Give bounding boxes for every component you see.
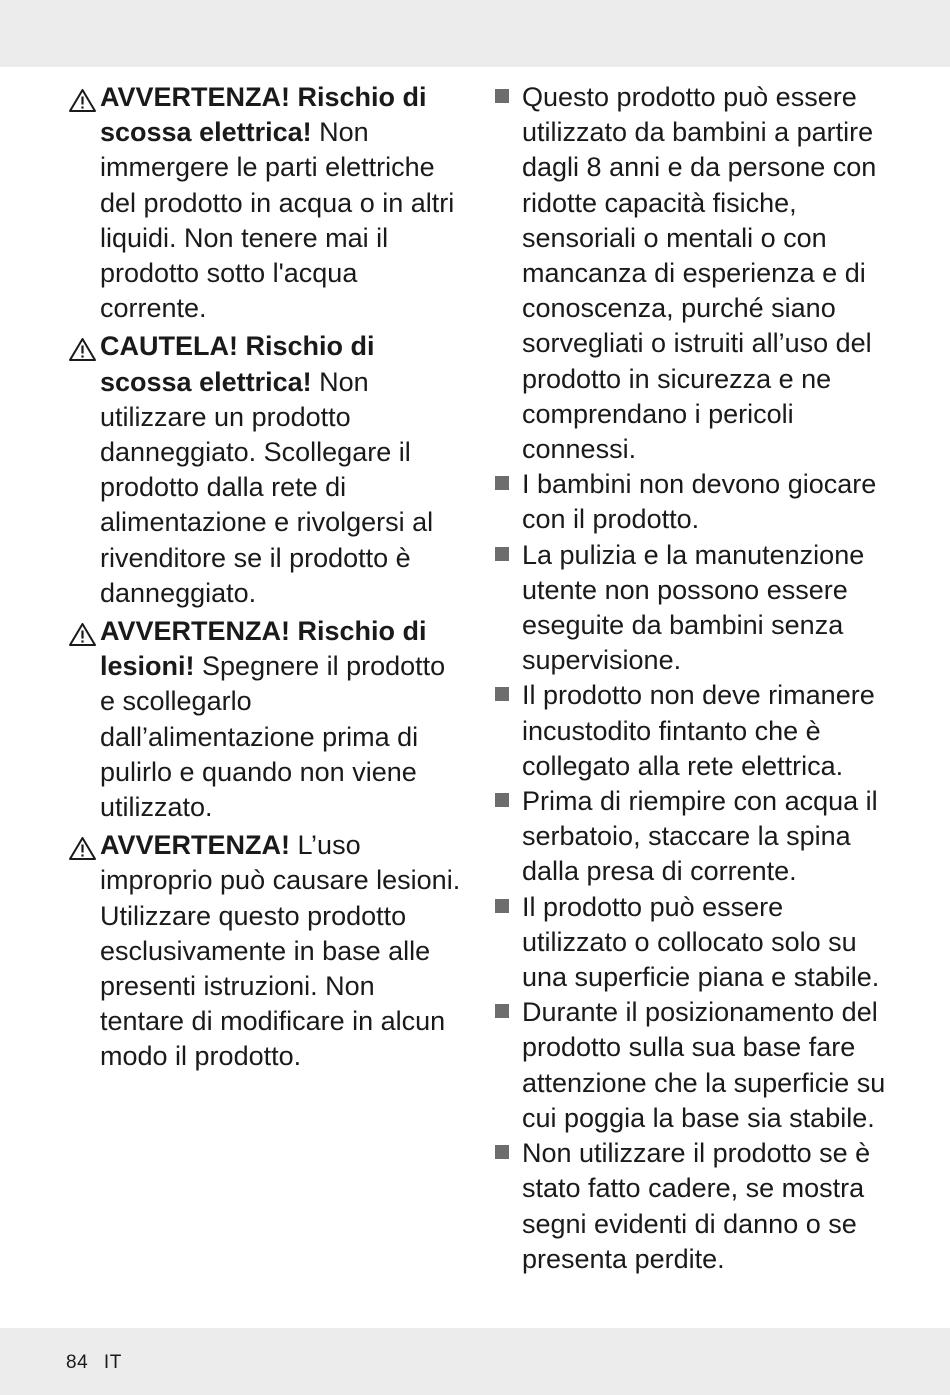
warning-text: Non immergere le parti elettriche del prodotto in acqua o in altri liquidi. Non tenere mai il prodotto sotto l'acqua corrente. [100,117,455,324]
warning-item [66,329,466,611]
list-item [490,678,890,784]
square-bullet-icon [495,687,509,701]
header-band [0,0,950,67]
square-bullet-icon [495,793,509,807]
warning-triangle-icon [68,88,97,113]
warning-text: Non utilizzare un prodotto danneggiato. Scollegare il prodotto dalla rete di alimentazione e rivolgersi al rivenditore se il prodotto è danneggiato. [100,366,434,608]
warning-triangle-icon [68,836,97,861]
warning-text: L’uso improprio può causare lesioni. Utilizzare questo prodotto esclusivamente in base alle presenti istruzioni. Non tentare di modificare in alcun modo il prodotto. [100,830,461,1072]
list-item-text: Il prodotto può essere utilizzato o collocato solo su una superficie piana e stabile. [522,891,880,993]
square-bullet-icon [495,899,509,913]
warning-item [66,828,466,1074]
warning-heading: AVVERTENZA! [100,830,291,861]
list-item-text: I bambini non devono giocare con il prodotto. [522,469,877,535]
list-item-text: Non utilizzare il prodotto se è stato fatto cadere, se mostra segni evidenti di danno o se presenta perdite. [522,1138,871,1274]
list-item [490,538,890,679]
square-bullet-icon [495,89,509,103]
list-item [490,467,890,537]
list-item-text: La pulizia e la manutenzione utente non possono essere eseguite da bambini senza supervisione. [522,539,865,676]
list-item-text: Durante il posizionamento del prodotto sulla sua base fare attenzione che la superficie su cui poggia la base sia stabile. [522,997,886,1133]
warnings-column [66,80,466,1078]
square-bullet-icon [495,547,509,561]
list-item-text: Prima di riempire con acqua il serbatoio, staccare la spina dalla presa di corrente. [522,786,878,887]
warning-heading: AVVERTENZA! Rischio di lesioni! [100,616,427,682]
warning-item [66,614,466,825]
list-item [490,80,890,467]
warning-heading: CAUTELA! Rischio di scossa elettrica! [100,331,375,397]
square-bullet-icon [495,1004,509,1018]
safety-list [490,80,890,1277]
list-item [490,995,890,1136]
footer-band [0,1328,950,1395]
warning-heading: AVVERTENZA! Rischio di scossa elettrica! [100,82,427,148]
list-item [490,784,890,890]
warning-item [66,80,466,326]
square-bullet-icon [495,1145,509,1159]
list-item [490,890,890,996]
square-bullet-icon [495,476,509,490]
warning-text: Spegnere il prodotto e scollegarlo dall’alimentazione prima di pulirlo e quando non viene utilizzato. [100,651,446,823]
warning-triangle-icon [68,337,97,362]
list-item-text: Il prodotto non deve rimanere incustodito fintanto che è collegato alla rete elettrica. [522,680,875,781]
warning-triangle-icon [68,622,97,647]
page-footer [66,1352,122,1374]
list-item [490,1136,890,1277]
list-item-text: Questo prodotto può essere utilizzato da bambini a partire dagli 8 anni e da persone con ridotte capacità fisiche, sensoriali o mentali o con mancanza di esperienza e di conoscenza, purché siano sorvegliati o istruiti all’uso del prodotto in sicurezza e ne comprendano i pericoli connessi. [522,82,877,465]
language-code: IT [103,1352,122,1373]
page-number: 84 [66,1352,89,1373]
